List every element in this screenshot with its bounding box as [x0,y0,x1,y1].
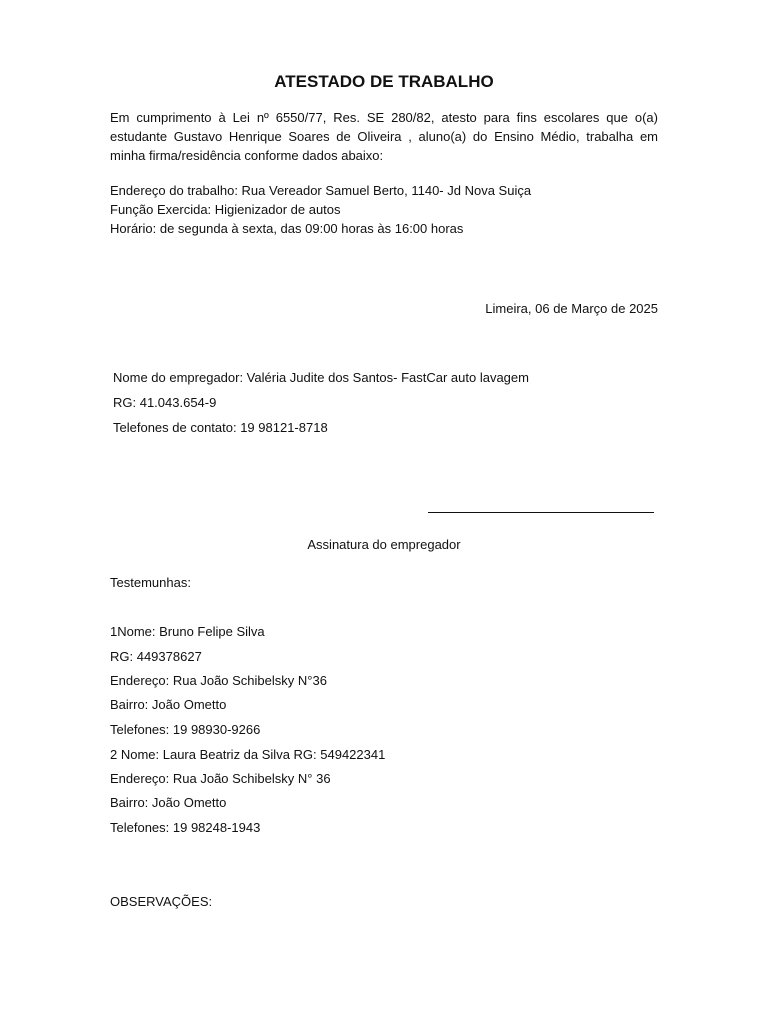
document-title: ATESTADO DE TRABALHO [274,72,494,91]
employer-phones: Telefones de contato: 19 98121-8718 [113,420,328,435]
witness1-rg: RG: 449378627 [110,649,202,664]
witness1-name: 1Nome: Bruno Felipe Silva [110,624,265,639]
employer-name: Nome do empregador: Valéria Judite dos Santos- FastCar auto lavagem [113,370,529,385]
signature-line [428,512,654,513]
observations-heading: OBSERVAÇÕES: [110,894,213,909]
work-hours: Horário: de segunda à sexta, das 09:00 horas às 16:00 horas [110,221,464,236]
employer-rg: RG: 41.043.654-9 [113,395,217,410]
witnesses-heading: Testemunhas: [110,575,191,590]
witness2-name-rg: 2 Nome: Laura Beatriz da Silva RG: 549422341 [110,747,386,762]
witness2-district: Bairro: João Ometto [110,795,227,810]
work-function: Função Exercida: Higienizador de autos [110,202,341,217]
witness2-address: Endereço: Rua João Schibelsky N° 36 [110,771,331,786]
witness1-phones: Telefones: 19 98930-9266 [110,722,261,737]
signature-label: Assinatura do empregador [307,537,461,552]
witness2-phones: Telefones: 19 98248-1943 [110,820,261,835]
witness1-address: Endereço: Rua João Schibelsky N°36 [110,673,327,688]
witness1-district: Bairro: João Ometto [110,697,227,712]
place-date: Limeira, 06 de Março de 2025 [485,301,658,316]
work-address: Endereço do trabalho: Rua Vereador Samuel Berto, 1140- Jd Nova Suiça [110,183,532,198]
intro-paragraph: Em cumprimento à Lei nº 6550/77, Res. SE 280/82, atesto para fins escolares que o(a) estudante Gustavo Henrique Soares de Oliveira , aluno(a) do Ensino Médio, trabalha em minha firma/residência conforme dados abaixo: [110,110,658,163]
